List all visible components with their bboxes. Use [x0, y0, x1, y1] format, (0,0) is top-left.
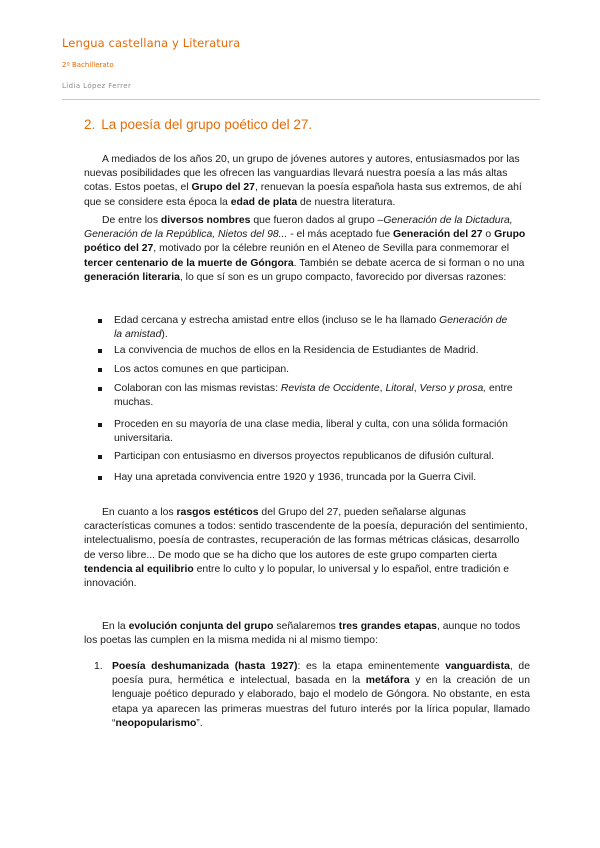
- bold-run: vanguardista: [445, 661, 510, 672]
- text-run: de nuestra literatura.: [297, 196, 396, 208]
- text-run: , de poesía pura, hermética e intelectual, basada en la: [112, 661, 530, 687]
- italic-run: Verso y prosa,: [419, 383, 487, 394]
- bold-run: generación literaria: [84, 271, 180, 283]
- paragraph-intro: [84, 153, 532, 210]
- text-run: , renuevan la poesía española hasta sus extremos, de ahí que se considere esta época la: [84, 182, 522, 208]
- bold-run: tercer centenario de la muerte de Góngora: [84, 257, 294, 269]
- text-run: ).: [161, 329, 168, 341]
- bold-run: rasgos estéticos: [176, 507, 259, 518]
- paragraph-evolution: [84, 620, 532, 648]
- italic-run: Litoral: [385, 383, 414, 394]
- text-run: - el más aceptado fue: [287, 229, 394, 241]
- paragraph-names: [84, 214, 532, 285]
- list-item: [98, 382, 518, 410]
- text-run: ,: [413, 383, 420, 394]
- bold-run: diversos nombres: [160, 215, 251, 226]
- text-run: o: [482, 229, 495, 241]
- item-number: 1.: [94, 661, 103, 672]
- text-run: del Grupo del 27, pueden señalarse algunas características comunes a todos: sentido trascendente de la poesía, depuración del sentimiento, intelectualismo, poesía de contrastes, recuperación de las formas métricas clásicas, desarrollo de verso libre... De modo que se ha dicho que los autores de este grupo comparten cierta: [84, 507, 528, 561]
- italic-run: Revista de Occidente: [280, 383, 380, 394]
- text-run: ,: [379, 383, 386, 394]
- bold-run: neopopularismo: [115, 717, 197, 729]
- text-run: A mediados de los años 20, un grupo de jóvenes autores y autores, entusiasmados por las nuevas posibilidades que les ofrecen las vanguardias llevará nuestra poesía a las más altas cotas. Estos poetas, el: [84, 154, 520, 194]
- text-run: y en la creación de un lenguaje poético depurado y elaborado, bajo el modelo de Góngora. No obstante, en esta etapa ya aparecen las primeras muestras del futuro interés por la lírica popular, llamado “: [112, 675, 530, 729]
- paragraph-aesthetics: [84, 506, 532, 591]
- text-run: . También se debate acerca de si forman o no una: [293, 257, 525, 269]
- text-run: señalaremos: [273, 621, 339, 632]
- text-run: Edad cercana y estrecha amistad entre ellos (incluso se le ha llamado: [114, 315, 440, 326]
- text-run: : es la etapa eminentemente: [297, 661, 446, 672]
- bold-run: Poesía deshumanizada (hasta 1927): [112, 661, 298, 672]
- italic-run: Generación de la amistad: [114, 315, 508, 341]
- text-run: , lo que sí son es un grupo compacto, favorecido por diversas razones:: [179, 271, 507, 283]
- text-run: ”.: [196, 717, 203, 729]
- text-run: que fueron dados al grupo –: [250, 215, 384, 226]
- header-title: Lengua castellana y Literatura: [62, 36, 241, 50]
- text-run: , aunque no todos los poetas las cumplen en la misma medida ni al mismo tiempo:: [84, 621, 521, 647]
- list-item: Los actos comunes en que participan.: [98, 363, 518, 377]
- header-divider: [62, 99, 540, 100]
- list-item: Participan con entusiasmo en diversos proyectos republicanos de difusión cultural.: [98, 450, 518, 464]
- numbered-item: [94, 660, 530, 731]
- text-run: entre muchas.: [114, 383, 513, 409]
- section-number: 2.: [84, 117, 96, 132]
- bold-run: tres grandes etapas: [338, 621, 437, 632]
- section-title-text: La poesía del grupo poético del 27.: [101, 117, 313, 132]
- list-item: [98, 314, 518, 342]
- bold-run: Grupo del 27: [191, 182, 255, 194]
- bold-run: Grupo poético del 27: [84, 229, 526, 255]
- italic-run: Generación de la Dictadura, Generación de la República, Nietos del 98...: [84, 215, 513, 241]
- bold-run: tendencia al equilibrio: [84, 563, 194, 575]
- text-run: , motivado por la célebre reunión en el Ateneo de Sevilla para conmemorar el: [153, 243, 510, 255]
- text-run: entre lo culto y lo popular, lo universal y lo español, entre tradición e innovación.: [84, 563, 510, 590]
- text-run: En cuanto a los: [102, 507, 177, 518]
- list-item: La convivencia de muchos de ellos en la Residencia de Estudiantes de Madrid.: [98, 344, 518, 358]
- header-author: Lidia López Ferrer: [62, 82, 132, 90]
- list-item: Proceden en su mayoría de una clase media, liberal y culta, con una sólida formación universitaria.: [98, 418, 518, 446]
- bold-run: Generación del 27: [393, 229, 483, 241]
- text-run: Colaboran con las mismas revistas:: [114, 383, 281, 394]
- section-title: [84, 117, 318, 132]
- bold-run: edad de plata: [230, 196, 298, 208]
- text-run: De entre los: [102, 215, 161, 226]
- header-subtitle: 2º Bachillerato: [62, 61, 114, 69]
- bold-run: metáfora: [365, 675, 410, 687]
- bold-run: evolución conjunta del grupo: [128, 621, 274, 632]
- list-item: Hay una apretada convivencia entre 1920 y 1936, truncada por la Guerra Civil.: [98, 471, 518, 485]
- text-run: En la: [102, 621, 129, 632]
